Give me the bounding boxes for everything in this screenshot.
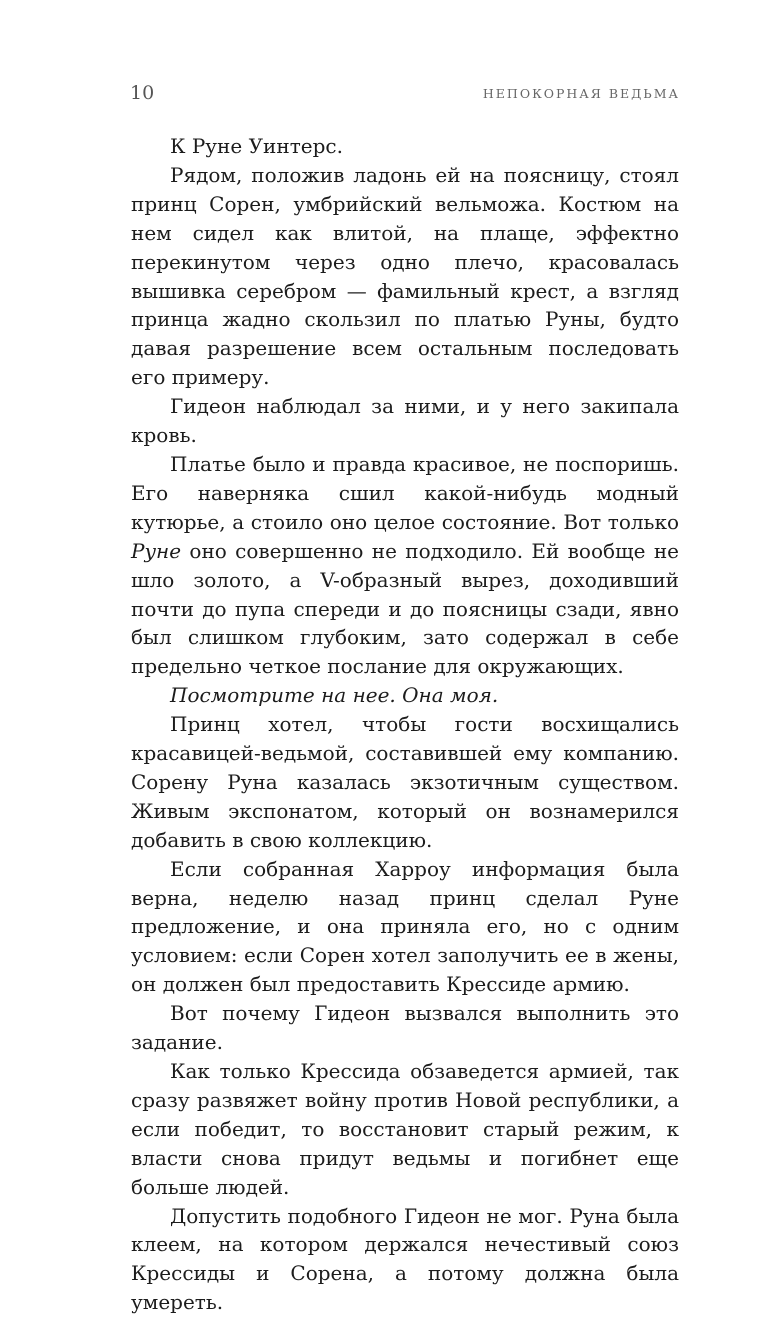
paragraph: Как только Крессида обзаведется армией, так сразу развяжет войну против Новой республики, а если победит, то восстановит старый режим, к власти снова придут ведьмы и погибнет еще больше людей. — [131, 1059, 679, 1199]
paragraph: Вот почему Гидеон вызвался выполнить это задание. — [131, 1001, 679, 1055]
paragraph-text-before: Платье было и правда красивое, не поспоришь. Его наверняка сшил какой-нибудь модный кутюрье, а стоило оно целое состояние. Вот только — [131, 451, 679, 534]
paragraph-emphasis: Руне — [131, 538, 182, 563]
paragraph: К Руне Уинтерс. — [170, 134, 343, 158]
page-number: 10 — [130, 82, 155, 104]
paragraph: Если собранная Харроу информация была верна, неделю назад принц сделал Руне предложение, и она приняла его, но с одним условием: если Сорен хотел заполучить ее в жены, он должен был предоставить Крессиде армию. — [131, 856, 679, 997]
paragraph-text-after: оно совершенно не подходило. Ей вообще не шло золото, а V-образный вырез, доходивший почти до пупа спереди и до поясницы сзади, явно был слишком глубоким, зато содержал в себе предельно четкое послание для окружающих. — [131, 538, 679, 679]
running-title: НЕПОКОРНАЯ ВЕДЬМА — [482, 86, 680, 101]
paragraph — [131, 450, 679, 681]
body-text — [131, 132, 679, 1317]
paragraph: Принц хотел, чтобы гости восхищались красавицей-ведьмой, составившей ему компанию. Сорену Руна казалась экзотичным существом. Живым экспонатом, который он вознамерился добавить в свою коллекцию. — [131, 712, 679, 852]
italic-thought: Посмотрите на нее. Она моя. — [170, 683, 499, 708]
paragraph: Допустить подобного Гидеон не мог. Руна была клеем, на котором держался нечестивый союз Крессиды и Сорена, а потому должна была умереть. — [131, 1203, 679, 1315]
paragraph: Рядом, положив ладонь ей на поясницу, стоял принц Сорен, умбрийский вельможа. Костюм на нем сидел как влитой, на плаще, эффектно перекинутом через одно плечо, красовалась вышивка серебром — фамильный крест, а взгляд принца жадно скользил по платью Руны, будто давая разрешение всем остальным последовать его примеру. — [131, 162, 679, 390]
paragraph: Гидеон наблюдал за ними, и у него закипала кровь. — [131, 394, 679, 448]
